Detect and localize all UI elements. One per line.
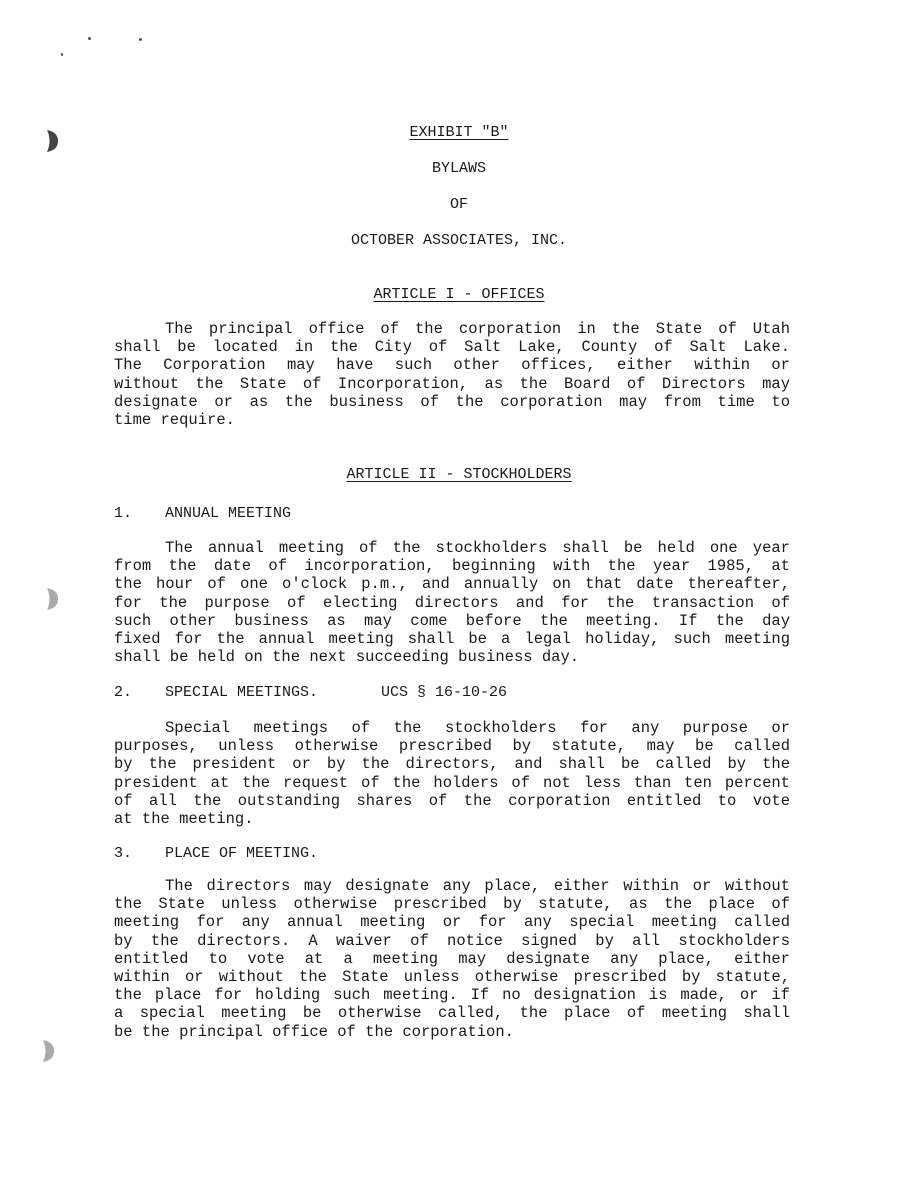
title-of: OF	[449, 196, 468, 213]
text-line: by the directors. A waiver of notice signed by all stockholders	[114, 931, 790, 950]
text-line: shall be held on the next succeeding business day.	[114, 648, 580, 667]
scan-speck	[139, 38, 142, 41]
text-line: for the purpose of electing directors and for the transaction of	[114, 593, 790, 612]
text-line: designate or as the business of the corporation may from time to	[114, 392, 790, 411]
text-line: meeting for any annual meeting or for any special meeting called	[114, 913, 790, 932]
text-line: a special meeting be otherwise called, the place of meeting shall	[114, 1004, 790, 1023]
section-1-paragraph	[114, 539, 790, 666]
binder-hole-mark	[44, 586, 60, 612]
text-line: from the date of incorporation, beginning with the year 1985, at	[114, 557, 790, 576]
text-line: without the State of Incorporation, as the Board of Directors may	[114, 374, 790, 393]
text-line: The Corporation may have such other offices, either within or	[114, 356, 790, 375]
text-line: at the meeting.	[114, 810, 254, 829]
text-line: within or without the State unless otherwise prescribed by statute,	[114, 968, 790, 987]
section-2-number: 2.	[114, 684, 133, 701]
scan-speck	[88, 37, 91, 40]
binder-hole-mark	[40, 1038, 56, 1064]
text-line: The principal office of the corporation in the State of Utah	[165, 320, 790, 338]
statute-reference: UCS § 16-10-26	[381, 684, 508, 701]
scan-speck	[61, 53, 63, 56]
document-title: BYLAWS	[431, 160, 486, 177]
section-1-number: 1.	[114, 505, 133, 522]
text-line: the State unless otherwise prescribed by statute, as the place of	[114, 895, 790, 914]
text-line: purposes, unless otherwise prescribed by statute, may be called	[114, 737, 790, 756]
article-1-heading: ARTICLE I - OFFICES	[373, 286, 545, 303]
text-line: Special meetings of the stockholders for any purpose or	[165, 719, 790, 737]
section-3-number: 3.	[114, 845, 133, 862]
text-line: by the president or by the directors, and shall be called by the	[114, 755, 790, 774]
text-line: the hour of one o'clock p.m., and annually on that date thereafter,	[114, 575, 790, 594]
text-line: The directors may designate any place, either within or without	[165, 877, 790, 895]
section-2-title: SPECIAL MEETINGS.	[165, 684, 319, 701]
text-line: be the principal office of the corporation.	[114, 1022, 514, 1041]
text-line: president at the request of the holders of not less than ten percent	[114, 773, 790, 792]
text-line: the place for holding such meeting. If no designation is made, or if	[114, 986, 790, 1005]
article-2-heading: ARTICLE II - STOCKHOLDERS	[346, 466, 572, 483]
company-name: OCTOBER ASSOCIATES, INC.	[350, 232, 568, 249]
exhibit-label: EXHIBIT "B"	[409, 124, 509, 141]
text-line: shall be located in the City of Salt Lake, County of Salt Lake.	[114, 338, 790, 357]
section-1-title: ANNUAL MEETING	[165, 505, 292, 522]
text-line: fixed for the annual meeting shall be a legal holiday, such meeting	[114, 630, 790, 649]
text-line: time require.	[114, 411, 235, 430]
text-line: entitled to vote at a meeting may designate any place, either	[114, 949, 790, 968]
section-2-paragraph	[114, 719, 790, 828]
section-3-paragraph	[114, 877, 790, 1041]
article-1-paragraph	[114, 320, 790, 429]
text-line: The annual meeting of the stockholders shall be held one year	[165, 539, 790, 557]
section-3-title: PLACE OF MEETING.	[165, 845, 319, 862]
text-line: of all the outstanding shares of the corporation entitled to vote	[114, 791, 790, 810]
text-line: such other business as may come before the meeting. If the day	[114, 611, 790, 630]
